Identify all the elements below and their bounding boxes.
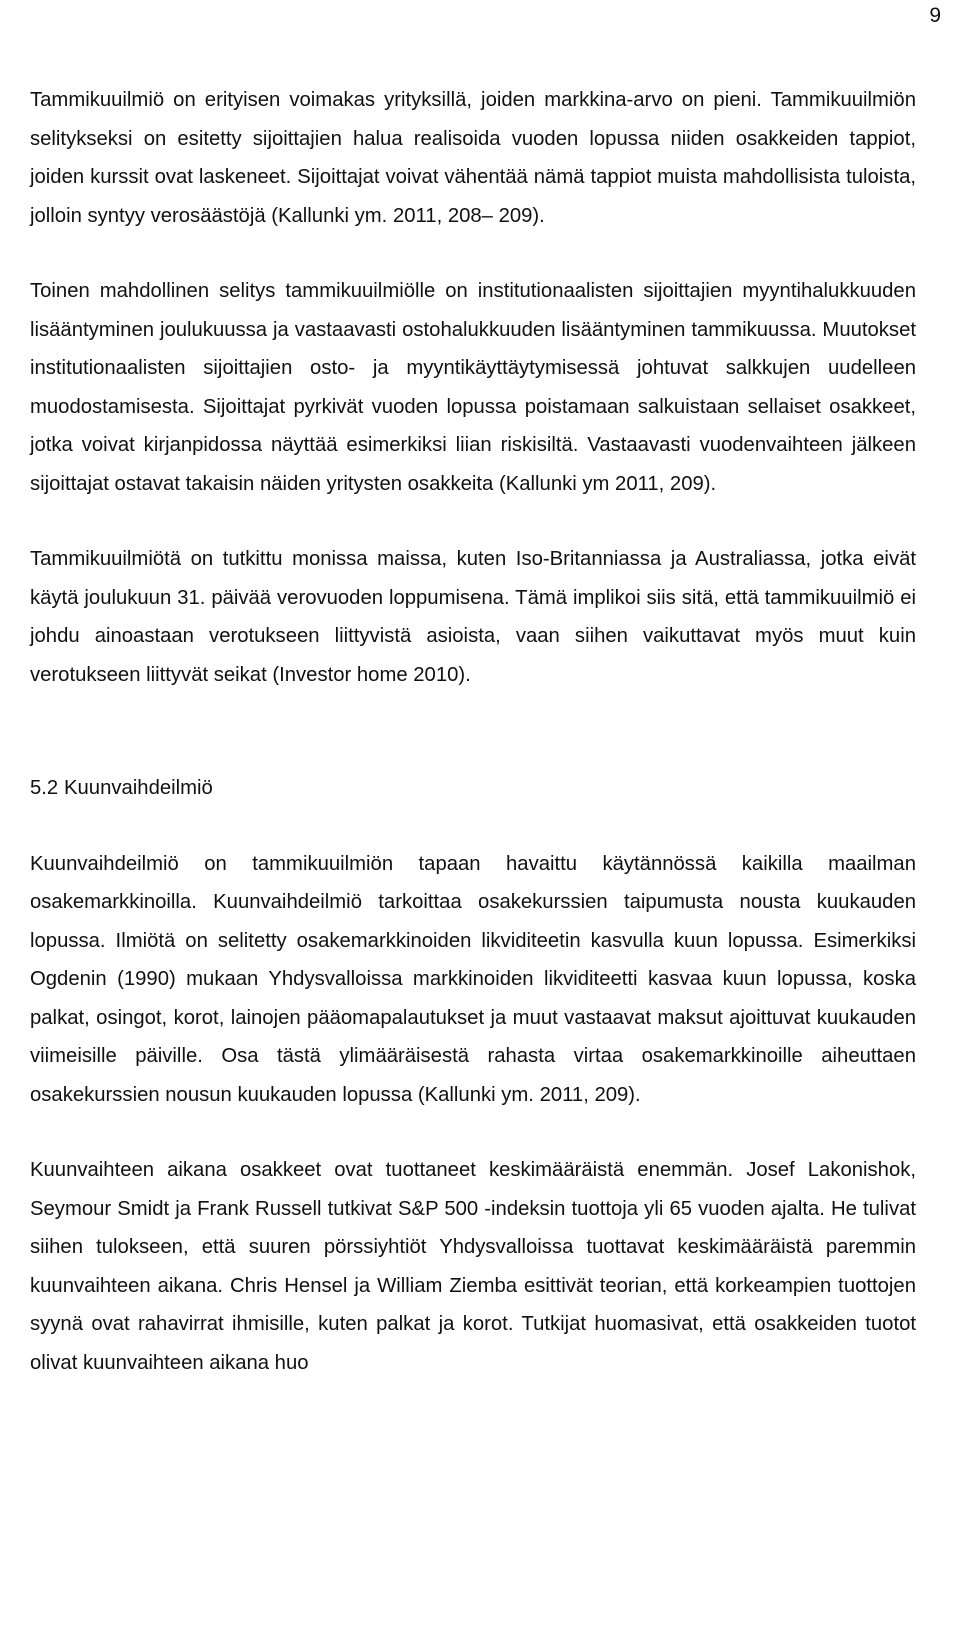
paragraph-institutional-investors: Toinen mahdollinen selitys tammikuuilmiölle on institutionaalisten sijoittajien myyntihalukkuuden lisääntyminen joulukuussa ja vastaavasti ostohalukkuuden lisääntyminen tammikuussa. Muutokset institutionaalisten sijoittajien osto- ja myyntikäyttäytymisessä johtuvat salkkujen uudelleen muodostamisesta. Sijoittajat pyrkivät vuoden lopussa poistamaan salkuistaan sellaiset osakkeet, jotka voivat kirjanpidossa näyttää esimerkiksi liian riskisiltä. Vastaavasti vuodenvaihteen jälkeen sijoittajat ostavat takaisin näiden yritysten osakkeita (Kallunki ym 2011, 209). [30,280,916,495]
section-title: Kuunvaihdeilmiö [64,777,213,799]
document-body [30,81,916,1382]
paragraph-kuunvaihdeilmio-definition: Kuunvaihdeilmiö on tammikuuilmiön tapaan havaittu käytännössä kaikilla maailman osakemarkkinoilla. Kuunvaihdeilmiö tarkoittaa osakekurssien taipumusta nousta kuukauden lopussa. Ilmiötä on selitetty osakemarkkinoiden likviditeetin kasvulla kuun lopussa. Esimerkiksi Ogdenin (1990) mukaan Yhdysvalloissa markkinoiden likviditeetti kasvaa kuun lopussa, koska palkat, osingot, korot, lainojen pääomapalautukset ja muut vastaavat maksut ajoittuvat kuukauden viimeisille päiville. Osa tästä ylimääräisestä rahasta virtaa osakemarkkinoille aiheuttaen osakekurssien nousun kuukauden lopussa (Kallunki ym. 2011, 209). [30,852,916,1106]
paragraph-tammikuuilmio-small-firms: Tammikuuilmiö on erityisen voimakas yrityksillä, joiden markkina-arvo on pieni. Tammikuuilmiön selitykseksi on esitetty sijoittajien halua realisoida vuoden lopussa niiden osakkeiden tappiot, joiden kurssit ovat laskeneet. Sijoittajat voivat vähentää nämä tappiot muista mahdollisista tuloista, jolloin syntyy verosäästöjä (Kallunki ym. 2011, 208– 209). [30,89,916,227]
page-number: 9 [929,4,941,27]
paragraph-kuunvaihde-returns: Kuunvaihteen aikana osakkeet ovat tuottaneet keskimääräistä enemmän. Josef Lakonishok, Seymour Smidt ja Frank Russell tutkivat S&P 500 -indeksin tuottoja yli 65 vuoden ajalta. He tulivat siihen tulokseen, että suuren pörssiyhtiöt Yhdysvalloissa tuottavat keskimääräistä paremmin kuunvaihteen aikana. Chris Hensel ja William Ziemba esittivät teorian, että korkeampien tuottojen syynä ovat rahavirrat ihmisille, kuten palkat ja korot. Tutkijat huomasivat, että osakkeiden tuotot olivat kuunvaihteen aikana huo [30,1159,916,1374]
section-number: 5.2 [30,777,59,799]
paragraph-international-studies: Tammikuuilmiötä on tutkittu monissa maissa, kuten Iso-Britanniassa ja Australiassa, jotka eivät käytä joulukuun 31. päivää verovuoden loppumisena. Tämä implikoi siis sitä, että tammikuuilmiö ei johdu ainoastaan verotukseen liittyvistä asioista, vaan siihen vaikuttavat myös muut kuin verotukseen liittyvät seikat (Investor home 2010). [30,548,916,686]
section-heading [30,769,916,808]
